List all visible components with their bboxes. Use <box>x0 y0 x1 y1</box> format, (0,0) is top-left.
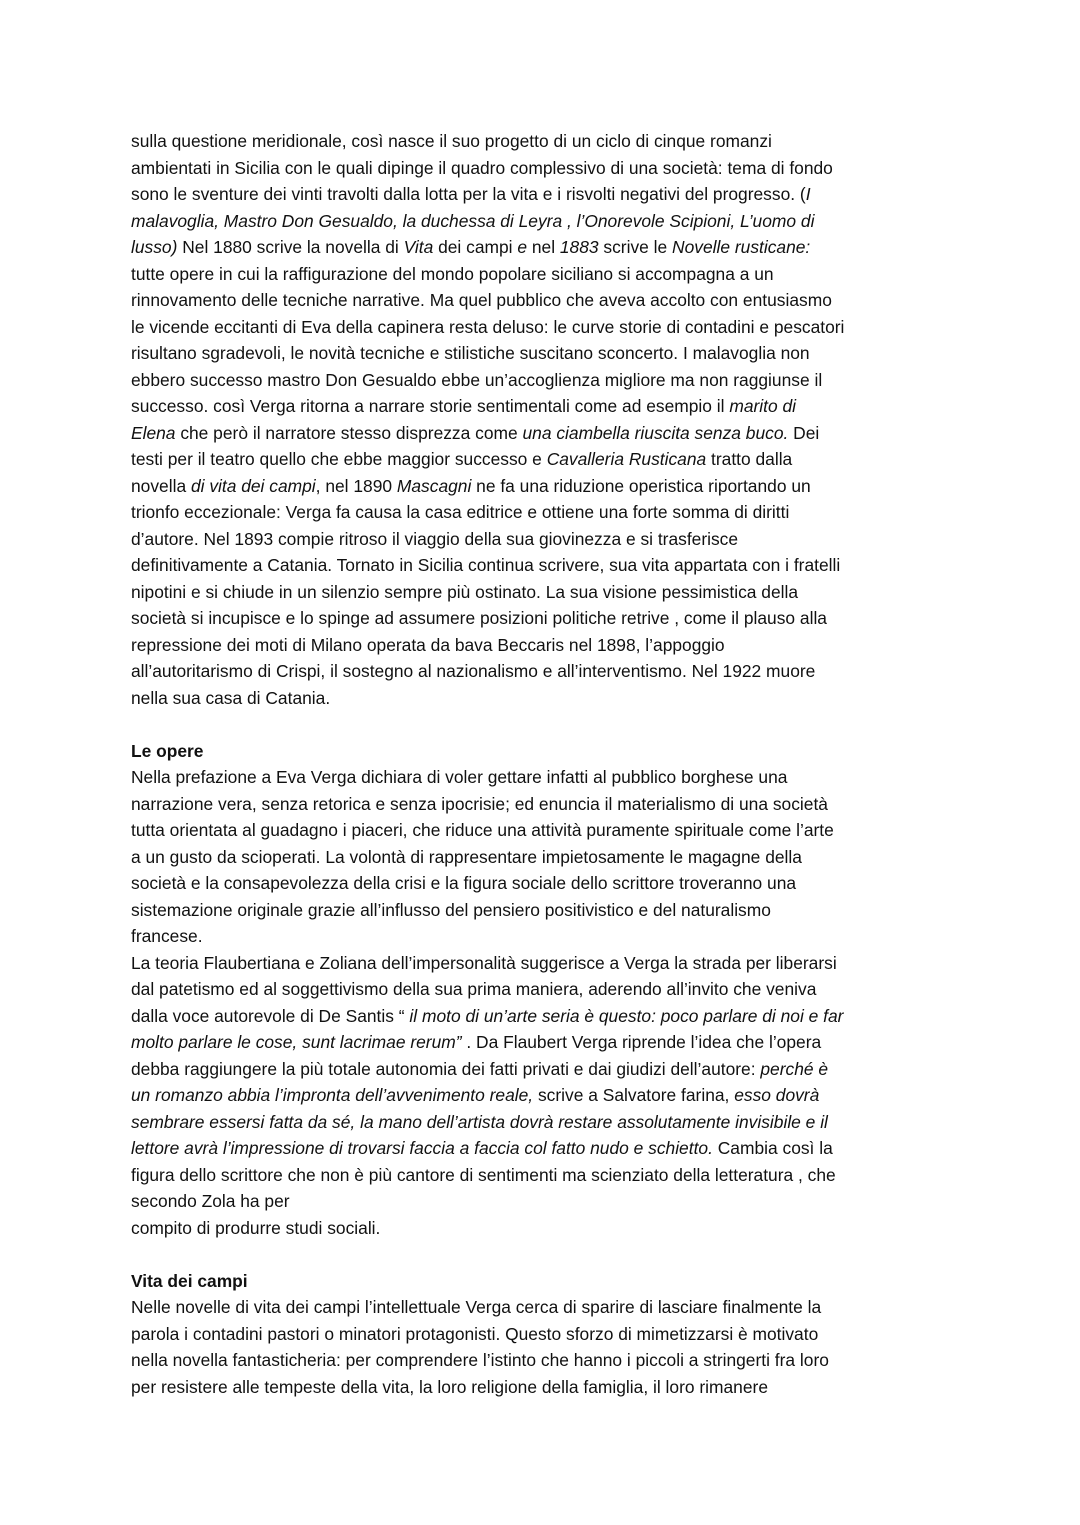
text-line <box>131 658 961 685</box>
text-segment: ne fa una riduzione operistica riportando un <box>471 475 811 496</box>
italic-text: un romanzo abbia l’impronta dell’avvenimento reale, <box>131 1085 534 1105</box>
text-segment: debba raggiungere la più totale autonomia dei fatti privati e dai giudizi dell’autore: <box>131 1058 761 1079</box>
italic-text: lusso) <box>131 237 178 257</box>
text-line <box>131 950 961 977</box>
text-line <box>131 446 961 473</box>
italic-text: sembrare essersi fatta da sé, la mano dell’artista dovrà restare assolutamente invisibile e il <box>131 1111 828 1132</box>
text-line <box>131 605 961 632</box>
text-line <box>131 870 961 897</box>
text-line <box>131 897 961 924</box>
text-segment: dal patetismo ed al soggettivismo della sua prima maniera, aderendo all’invito che veniva <box>131 979 817 999</box>
italic-text: esso dovrà <box>734 1085 820 1105</box>
text-segment: novella <box>131 475 191 496</box>
text-line <box>131 1188 961 1215</box>
text-segment: parola i contadini pastori o minatori protagonisti. Questo sforzo di mimetizzarsi è motivato <box>131 1323 819 1344</box>
section-vita-dei-campi <box>131 1268 961 1401</box>
text-line <box>131 579 961 606</box>
text-line <box>131 632 961 659</box>
text-segment: ebbero successo mastro Don Gesualdo ebbe un’accoglienza migliore ma non raggiunse il <box>131 369 823 390</box>
text-line <box>131 1321 961 1348</box>
text-line <box>131 1135 961 1162</box>
text-segment: Nella prefazione a Eva Verga dichiara di voler gettare infatti al pubblico borghese una <box>131 767 788 787</box>
text-line <box>131 526 961 553</box>
text-line <box>131 1162 961 1189</box>
text-line <box>131 367 961 394</box>
text-segment: d’autore. Nel 1893 compie ritroso il viaggio della sua giovinezza e si trasferisce <box>131 528 739 549</box>
text-line <box>131 1215 961 1242</box>
italic-text: il moto di un’arte seria è questo: poco parlare di noi e far <box>409 1005 844 1026</box>
biography-paragraph <box>131 128 961 711</box>
text-line <box>131 155 961 182</box>
italic-text: una ciambella riuscita senza buco. <box>522 422 789 443</box>
text-line <box>131 340 961 367</box>
text-segment: Dei <box>788 422 820 443</box>
text-segment: sulla questione meridionale, così nasce il suo progetto di un ciclo di cinque romanzi <box>131 131 772 151</box>
text-segment: tratto dalla <box>706 449 793 469</box>
text-line <box>131 499 961 526</box>
text-segment: tutta orientata al guadagno i piaceri, che riduce una attività puramente spirituale come l’arte <box>131 820 834 840</box>
text-line <box>131 552 961 579</box>
italic-text: perché è <box>760 1058 829 1079</box>
italic-text: 1883 <box>559 237 599 257</box>
text-segment: definitivamente a Catania. Tornato in Sicilia continua scrivere, sua vita appartata con i fratelli <box>131 555 841 575</box>
paragraph-gap <box>131 1241 961 1268</box>
text-segment: testi per il teatro quello che ebbe maggior successo e <box>131 449 547 469</box>
italic-text: Novelle rusticane: <box>672 237 811 257</box>
text-segment: a un gusto da scioperati. La volontà di rappresentare impietosamente le magagne della <box>131 846 802 867</box>
text-segment: La teoria Flaubertiana e Zoliana dell’impersonalità suggerisce a Verga la strada per liberarsi <box>131 952 837 973</box>
text-segment: scrive le <box>598 237 673 257</box>
text-segment: figura dello scrittore che non è più cantore di sentimenti ma scienziato della letteratura , che <box>131 1164 836 1185</box>
text-segment: rinnovamento delle tecniche narrative. Ma quel pubblico che aveva accolto con entusiasmo <box>131 290 832 310</box>
text-line <box>131 314 961 341</box>
text-line <box>131 420 961 447</box>
text-line <box>131 287 961 314</box>
text-segment: nella novella fantasticheria: per comprendere l’istinto che hanno i piccoli a stringerti fra loro <box>131 1350 829 1370</box>
text-line <box>131 817 961 844</box>
text-line <box>131 1003 961 1030</box>
italic-text: molto parlare le cose, sunt lacrimae rerum” <box>131 1032 462 1052</box>
italic-text: Mascagni <box>396 475 472 496</box>
text-line <box>131 1082 961 1109</box>
text-line <box>131 923 961 950</box>
text-segment: trionfo eccezionale: Verga fa causa la casa editrice e ottiene una forte somma di diritti <box>131 502 790 522</box>
text-segment: nipotini e si chiude in un silenzio sempre più ostinato. La sua visione pessimistica della <box>131 581 799 602</box>
italic-text: malavoglia, Mastro Don Gesualdo, la duchessa di Leyra , l’Onorevole Scipioni, L’uomo di <box>131 210 815 231</box>
italic-text: Cavalleria Rusticana <box>546 449 707 469</box>
text-line <box>131 473 961 500</box>
le-opere-paragraph <box>131 764 961 1241</box>
text-line <box>131 1347 961 1374</box>
section-heading-vita-dei-campi: Vita dei campi <box>131 1270 248 1291</box>
text-segment: Cambia così la <box>712 1138 833 1158</box>
text-segment: per resistere alle tempeste della vita, la loro religione della famiglia, il loro rimanere <box>131 1376 768 1397</box>
text-segment: Nel 1880 scrive la novella di <box>177 237 404 257</box>
text-line <box>131 844 961 871</box>
italic-text: Vita <box>403 237 434 257</box>
text-line <box>131 261 961 288</box>
text-line <box>131 791 961 818</box>
section-le-opere <box>131 738 961 1242</box>
text-segment: dei campi <box>433 237 518 257</box>
italic-text: e <box>517 237 528 257</box>
italic-text: di vita dei campi <box>190 475 316 496</box>
text-line <box>131 208 961 235</box>
document-page <box>131 128 961 1400</box>
vita-dei-campi-paragraph <box>131 1294 961 1400</box>
text-line <box>131 976 961 1003</box>
text-line <box>131 1374 961 1401</box>
text-segment: scrive a Salvatore farina, <box>533 1085 735 1105</box>
section-heading-le-opere: Le opere <box>131 740 204 761</box>
text-segment: ambientati in Sicilia con le quali dipinge il quadro complessivo di una società: tema di fondo <box>131 157 833 178</box>
text-segment: repressione dei moti di Milano operata da bava Beccaris nel 1898, l’appoggio <box>131 634 725 655</box>
text-line <box>131 764 961 791</box>
text-segment: tutte opere in cui la raffigurazione del mondo popolare siciliano si accompagna a un <box>131 263 774 284</box>
text-segment: risultano sgradevoli, le novità tecniche e stilistiche suscitano sconcerto. I malavoglia non <box>131 343 810 363</box>
text-line <box>131 128 961 155</box>
text-segment: compito di produrre studi sociali. <box>131 1217 381 1238</box>
text-line <box>131 1056 961 1083</box>
text-line <box>131 1109 961 1136</box>
text-segment: che però il narratore stesso disprezza come <box>175 422 523 443</box>
text-segment: secondo Zola ha per <box>131 1191 290 1211</box>
text-segment: società si incupisce e lo spinge ad assumere posizioni politiche retrive , come il plauso alla <box>131 608 827 628</box>
text-segment: . Da Flaubert Verga riprende l’idea che l’opera <box>461 1032 822 1052</box>
text-segment: successo. così Verga ritorna a narrare storie sentimentali come ad esempio il <box>131 396 730 416</box>
italic-text: Elena <box>131 422 176 443</box>
text-segment: le vicende eccitanti di Eva della capinera resta deluso: le curve storie di contadini e pescatori <box>131 316 845 337</box>
text-segment: , nel 1890 <box>315 475 397 496</box>
text-line <box>131 234 961 261</box>
italic-text: marito di <box>729 396 797 416</box>
text-line <box>131 1029 961 1056</box>
text-line <box>131 1294 961 1321</box>
text-segment: francese. <box>131 926 203 946</box>
text-segment: nel <box>527 237 560 257</box>
paragraph-gap <box>131 711 961 738</box>
text-line <box>131 181 961 208</box>
text-segment: sistemazione originale grazie all’influsso del pensiero positivistico e del naturalismo <box>131 899 771 920</box>
italic-text: I <box>805 184 811 204</box>
text-line <box>131 393 961 420</box>
text-segment: narrazione vera, senza retorica e senza ipocrisie; ed enuncia il materialismo di una società <box>131 793 828 814</box>
text-segment: Nelle novelle di vita dei campi l’intellettuale Verga cerca di sparire di lasciare finalmente la <box>131 1297 822 1317</box>
text-segment: nella sua casa di Catania. <box>131 687 331 708</box>
italic-text: lettore avrà l’impressione di trovarsi faccia a faccia col fatto nudo e schietto. <box>131 1138 713 1158</box>
section-biography <box>131 128 961 711</box>
text-segment: all’autoritarismo di Crispi, il sostegno al nazionalismo e all’interventismo. Nel 1922 muore <box>131 661 816 681</box>
text-segment: sono le sventure dei vinti travolti dalla lotta per la vita e i risvolti negativi del progresso. ( <box>131 184 806 204</box>
text-segment: società e la consapevolezza della crisi e la figura sociale dello scrittore troveranno una <box>131 873 797 893</box>
text-line <box>131 685 961 712</box>
text-segment: dalla voce autorevole di De Santis “ <box>131 1005 410 1026</box>
